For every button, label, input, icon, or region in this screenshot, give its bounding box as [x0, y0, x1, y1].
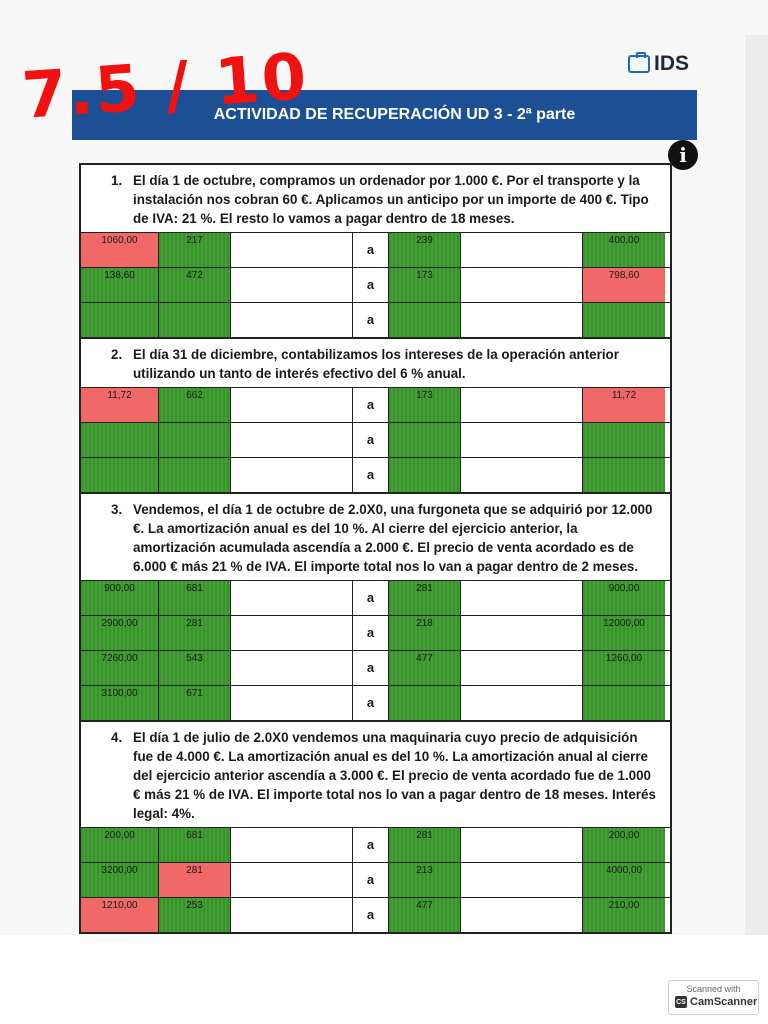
connector-label: a [366, 907, 375, 922]
journal-entry-row [81, 862, 670, 897]
credit-account-field[interactable] [389, 828, 461, 862]
info-icon[interactable] [668, 140, 698, 170]
credit-amount-field[interactable] [583, 423, 665, 457]
journal-entry-row [81, 685, 670, 720]
exercise-table [79, 163, 672, 934]
page-edge [745, 35, 768, 935]
debit-amount-field[interactable] [81, 581, 159, 615]
connector-a [353, 863, 389, 897]
debit-account-name[interactable] [231, 458, 353, 492]
connector-label: a [366, 432, 375, 447]
cell-value: 210,00 [608, 900, 640, 911]
debit-account-field[interactable] [159, 616, 231, 650]
journal-entry-row [81, 457, 670, 492]
debit-account-name[interactable] [231, 863, 353, 897]
connector-a [353, 686, 389, 720]
page-title: ACTIVIDAD DE RECUPERACIÓN UD 3 - 2ª parte [213, 106, 576, 123]
connector-a [353, 423, 389, 457]
credit-account-name[interactable] [461, 863, 583, 897]
handwritten-grade: 7.5 / 10 [19, 40, 311, 134]
connector-a [353, 651, 389, 685]
debit-account-field[interactable] [159, 423, 231, 457]
cell-value: 7260,00 [101, 653, 138, 664]
debit-account-name[interactable] [231, 828, 353, 862]
camscanner-watermark [668, 980, 759, 1015]
cell-value: 281 [186, 865, 203, 876]
debit-account-name[interactable] [231, 423, 353, 457]
exercise-number: 3. [111, 502, 123, 517]
connector-a [353, 303, 389, 337]
cell-value: 281 [416, 583, 433, 594]
cell-value: 798,60 [608, 270, 640, 281]
connector-a [353, 616, 389, 650]
credit-account-field[interactable] [389, 581, 461, 615]
debit-amount-field[interactable] [81, 863, 159, 897]
cell-value: 239 [416, 235, 433, 246]
debit-account-name[interactable] [231, 581, 353, 615]
credit-account-field[interactable] [389, 458, 461, 492]
debit-account-name[interactable] [231, 303, 353, 337]
cell-value: 3200,00 [101, 865, 138, 876]
cell-value: 281 [416, 830, 433, 841]
journal-entry-row [81, 387, 670, 422]
cell-value: 671 [186, 688, 203, 699]
exercise-1 [81, 165, 670, 339]
connector-label: a [366, 467, 375, 482]
connector-a [353, 581, 389, 615]
cell-value: 477 [416, 900, 433, 911]
cell-value: 11,72 [107, 390, 132, 401]
journal-entry-row [81, 267, 670, 302]
journal-entry-row [81, 897, 670, 932]
credit-account-field[interactable] [389, 233, 461, 267]
connector-label: a [366, 590, 375, 605]
exercise-3 [81, 494, 670, 722]
credit-amount-field[interactable] [583, 686, 665, 720]
connector-a [353, 898, 389, 932]
credit-amount-field[interactable] [583, 863, 665, 897]
credit-account-field[interactable] [389, 616, 461, 650]
connector-label: a [366, 397, 375, 412]
cell-value: 173 [416, 270, 433, 281]
debit-account-name[interactable] [231, 233, 353, 267]
cell-value: 173 [416, 390, 433, 401]
cell-value: 200,00 [608, 830, 640, 841]
debit-account-name[interactable] [231, 686, 353, 720]
credit-account-field[interactable] [389, 863, 461, 897]
credit-account-field[interactable] [389, 423, 461, 457]
cell-value: 4000,00 [605, 865, 643, 876]
journal-entry-row [81, 232, 670, 267]
exercise-number: 2. [111, 347, 123, 362]
cell-value: 900,00 [104, 583, 135, 594]
scanner-caption: Scanned with [686, 984, 741, 994]
exercise-number: 4. [111, 730, 123, 745]
cell-value: 2900,00 [101, 618, 138, 629]
credit-account-name[interactable] [461, 651, 583, 685]
cell-value: 477 [416, 653, 433, 664]
cell-value: 3100,00 [101, 688, 138, 699]
credit-account-field[interactable] [389, 651, 461, 685]
credit-amount-field[interactable] [583, 651, 665, 685]
connector-a [353, 268, 389, 302]
cell-value: 681 [186, 830, 203, 841]
debit-account-name[interactable] [231, 268, 353, 302]
credit-account-name[interactable] [461, 303, 583, 337]
debit-account-field[interactable] [159, 898, 231, 932]
cell-value: 218 [416, 618, 433, 629]
cell-value: 217 [186, 235, 203, 246]
connector-a [353, 458, 389, 492]
journal-entry-row [81, 827, 670, 862]
logo-text: IDS [654, 52, 690, 75]
credit-account-name[interactable] [461, 616, 583, 650]
journal-entry-row [81, 422, 670, 457]
debit-account-field[interactable] [159, 268, 231, 302]
credit-amount-field[interactable] [583, 303, 665, 337]
debit-account-name[interactable] [231, 616, 353, 650]
connector-label: a [366, 277, 375, 292]
exercise-text: El día 1 de julio de 2.0X0 vendemos una maquinaria cuyo precio de adquisición fue de 4.000 €. La amortización anual es del 10 %. La amortización anual al cierre del ejercicio anterior ascendía a 3.000 €. El precio de venta acordado fue de 1.000 € más 21 % de IVA. El importe total nos lo van a pagar dentro de 18 meses. Interés legal: 4%. [133, 730, 656, 821]
cell-value: 253 [186, 900, 203, 911]
debit-amount-field[interactable] [81, 388, 159, 422]
cell-value: 543 [186, 653, 203, 664]
cell-value: 681 [186, 583, 203, 594]
debit-account-field[interactable] [159, 303, 231, 337]
credit-account-field[interactable] [389, 898, 461, 932]
debit-account-field[interactable] [159, 388, 231, 422]
connector-label: a [366, 837, 375, 852]
connector-a [353, 388, 389, 422]
cell-value: 11,72 [611, 390, 637, 401]
credit-account-name[interactable] [461, 898, 583, 932]
cell-value: 400,00 [608, 235, 640, 246]
debit-account-field[interactable] [159, 458, 231, 492]
connector-a [353, 233, 389, 267]
credit-account-name[interactable] [461, 268, 583, 302]
debit-amount-field[interactable] [81, 268, 159, 302]
connector-label: a [366, 660, 375, 675]
connector-label: a [366, 242, 375, 257]
credit-account-field[interactable] [389, 388, 461, 422]
credit-amount-field[interactable] [583, 388, 665, 422]
info-glyph: i [679, 143, 687, 167]
exercise-number: 1. [111, 173, 123, 188]
exercise-statement [81, 722, 670, 827]
cell-value: 1060,00 [101, 235, 138, 246]
debit-account-field[interactable] [159, 651, 231, 685]
debit-account-name[interactable] [231, 388, 353, 422]
credit-account-name[interactable] [461, 458, 583, 492]
journal-entry-row [81, 615, 670, 650]
credit-account-name[interactable] [461, 423, 583, 457]
credit-amount-field[interactable] [583, 898, 665, 932]
debit-amount-field[interactable] [81, 651, 159, 685]
debit-account-name[interactable] [231, 651, 353, 685]
debit-amount-field[interactable] [81, 898, 159, 932]
journal-entry-row [81, 580, 670, 615]
exercise-2 [81, 339, 670, 494]
debit-account-field[interactable] [159, 233, 231, 267]
ids-logo [628, 52, 689, 76]
debit-amount-field[interactable] [81, 303, 159, 337]
cell-value: 472 [186, 270, 203, 281]
credit-amount-field[interactable] [583, 268, 665, 302]
credit-amount-field[interactable] [583, 828, 665, 862]
debit-amount-field[interactable] [81, 458, 159, 492]
exercise-statement [81, 339, 670, 387]
credit-account-name[interactable] [461, 233, 583, 267]
debit-account-field[interactable] [159, 581, 231, 615]
exercise-statement [81, 165, 670, 232]
credit-account-name[interactable] [461, 388, 583, 422]
exercise-text: El día 31 de diciembre, contabilizamos los intereses de la operación anterior utilizando un tanto de interés efectivo del 6 % anual. [133, 347, 619, 381]
cell-value: 1210,00 [101, 900, 138, 911]
camscanner-icon: CS [675, 996, 687, 1008]
journal-entry-row [81, 302, 670, 337]
credit-account-field[interactable] [389, 268, 461, 302]
credit-account-name[interactable] [461, 686, 583, 720]
debit-amount-field[interactable] [81, 233, 159, 267]
connector-label: a [366, 625, 375, 640]
credit-account-field[interactable] [389, 686, 461, 720]
credit-amount-field[interactable] [583, 458, 665, 492]
exercise-statement [81, 494, 670, 580]
debit-account-field[interactable] [159, 863, 231, 897]
credit-amount-field[interactable] [583, 233, 665, 267]
cell-value: 138,60 [104, 270, 135, 281]
journal-entry-row [81, 650, 670, 685]
connector-a [353, 828, 389, 862]
scanner-brand [675, 996, 757, 1008]
credit-account-name[interactable] [461, 581, 583, 615]
debit-amount-field[interactable] [81, 686, 159, 720]
debit-amount-field[interactable] [81, 616, 159, 650]
cell-value: 1260,00 [605, 653, 643, 664]
debit-account-field[interactable] [159, 828, 231, 862]
cell-value: 213 [416, 865, 433, 876]
connector-label: a [366, 872, 375, 887]
debit-account-name[interactable] [231, 898, 353, 932]
credit-account-name[interactable] [461, 828, 583, 862]
credit-account-field[interactable] [389, 303, 461, 337]
exercise-text: El día 1 de octubre, compramos un ordenador por 1.000 €. Por el transporte y la instalación nos cobran 60 €. Aplicamos un anticipo por un importe de 400 €. Tipo de IVA: 21 %. El resto lo vamos a pagar dentro de 18 meses. [133, 173, 649, 226]
credit-amount-field[interactable] [583, 616, 665, 650]
cell-value: 12000,00 [603, 618, 645, 629]
debit-account-field[interactable] [159, 686, 231, 720]
exercise-4 [81, 722, 670, 934]
debit-amount-field[interactable] [81, 828, 159, 862]
debit-amount-field[interactable] [81, 423, 159, 457]
cell-value: 281 [186, 618, 203, 629]
credit-amount-field[interactable] [583, 581, 665, 615]
cell-value: 900,00 [608, 583, 640, 594]
exercise-text: Vendemos, el día 1 de octubre de 2.0X0, una furgoneta que se adquirió por 12.000 €. La amortización anual es del 10 %. Al cierre del ejercicio anterior, la amortización acumulada ascendía a 2.000 €. El precio de venta acordado es de 6.000 € más 21 % de IVA. El importe total nos lo van a pagar dentro de 2 meses. [133, 502, 653, 574]
cell-value: 200,00 [104, 830, 135, 841]
connector-label: a [366, 695, 375, 710]
suitcase-logo-icon [628, 55, 650, 73]
connector-label: a [366, 312, 375, 327]
scanner-brand-name: CamScanner [690, 996, 758, 1008]
cell-value: 662 [186, 390, 203, 401]
